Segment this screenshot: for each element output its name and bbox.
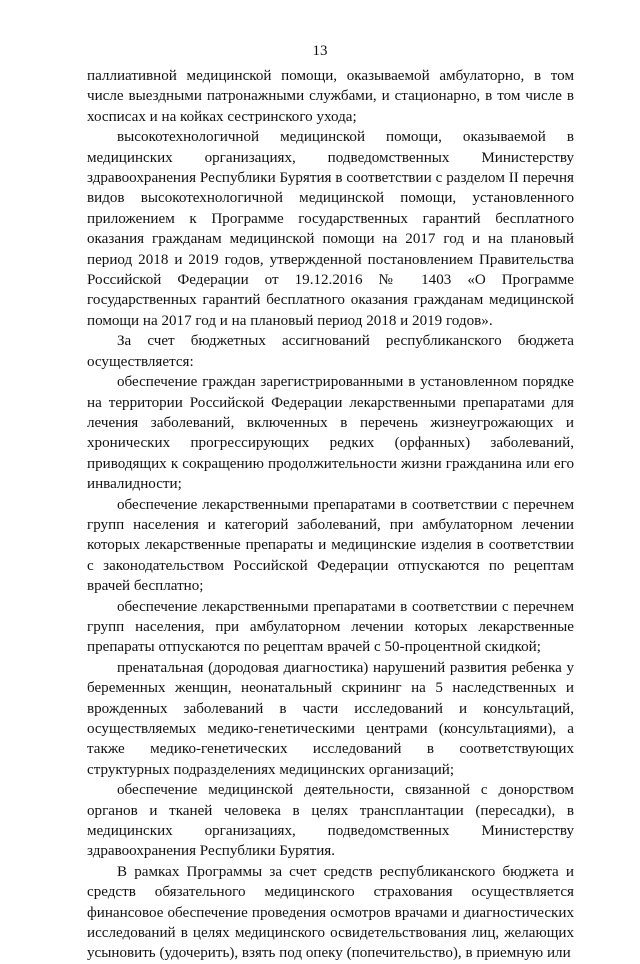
paragraph-adoption-examinations: В рамках Программы за счет средств республиканского бюджета и средств обязательного медицинского страхования осуществляется финансовое обеспечение проведения осмотров врачами и диагностических исследований в целях медицинского освидетельствования лиц, желающих усыновить (удочерить), взять под опеку (попечительство), в приемную или — [87, 863, 574, 962]
paragraph-discount-medicines: обеспечение лекарственными препаратами в соответствии с перечнем групп населения, при амбулаторном лечении которых лекарственные препараты отпускаются по рецептам врачей с 50-процентной скидкой; — [87, 598, 574, 656]
paragraph-high-tech-care: высокотехнологичной медицинской помощи, оказываемой в медицинских организациях, подведомственных Министерству здравоохранения Республики Бурятия в соответствии с разделом II перечня видов высокотехнологичной медицинской помощи, установленного приложением к Программе государственных гарантий бесплатного оказания гражданам медицинской помощи на 2017 год и на плановый период 2018 и 2019 годов, утвержденной постановлением Правительства Российской Федерации от 19.12.2016 № 1403 «О Программе государственных гарантий бесплатного оказания гражданам медицинской помощи на 2017 год и на плановый период 2018 и 2019 годов». — [87, 129, 574, 329]
paragraph-prenatal-diagnostics: пренатальная (дородовая диагностика) нарушений развития ребенка у беременных женщин, неонатальный скрининг на 5 наследственных и врожденных заболеваний в части исследований и консультаций, осуществляемых медико-генетическими центрами (консультациями), а также медико-генетических исследований в соответствующих структурных подразделениях медицинских организаций; — [87, 659, 574, 778]
paragraph-orphan-diseases: обеспечение граждан зарегистрированными в установленном порядке на территории Российской Федерации лекарственными препаратами для лечения заболеваний, включенных в перечень жизнеугрожающих и хронических прогрессирующих редких (орфанных) заболеваний, приводящих к сокращению продолжительности жизни гражданина или его инвалидности; — [87, 374, 574, 493]
paragraph-palliative-care: паллиативной медицинской помощи, оказываемой амбулаторно, в том числе выездными патронажными службами, и стационарно, в том числе в хосписах и на койках сестринского ухода; — [87, 68, 574, 125]
paragraph-organ-donation: обеспечение медицинской деятельности, связанной с донорством органов и тканей человека в целях трансплантации (пересадки), в медицинских организациях, подведомственных Министерству здравоохранения Республики Бурятия. — [87, 782, 574, 860]
document-body — [87, 66, 574, 964]
paragraph-budget-intro: За счет бюджетных ассигнований республиканского бюджета осуществляется: — [87, 333, 574, 370]
page-number: 13 — [312, 43, 328, 59]
paragraph-free-medicines: обеспечение лекарственными препаратами в соответствии с перечнем групп населения и категорий заболеваний, при амбулаторном лечении которых лекарственные препараты и медицинские изделия в соответствии с законодательством Российской Федерации отпускаются по рецептам врачей бесплатно; — [87, 496, 574, 595]
